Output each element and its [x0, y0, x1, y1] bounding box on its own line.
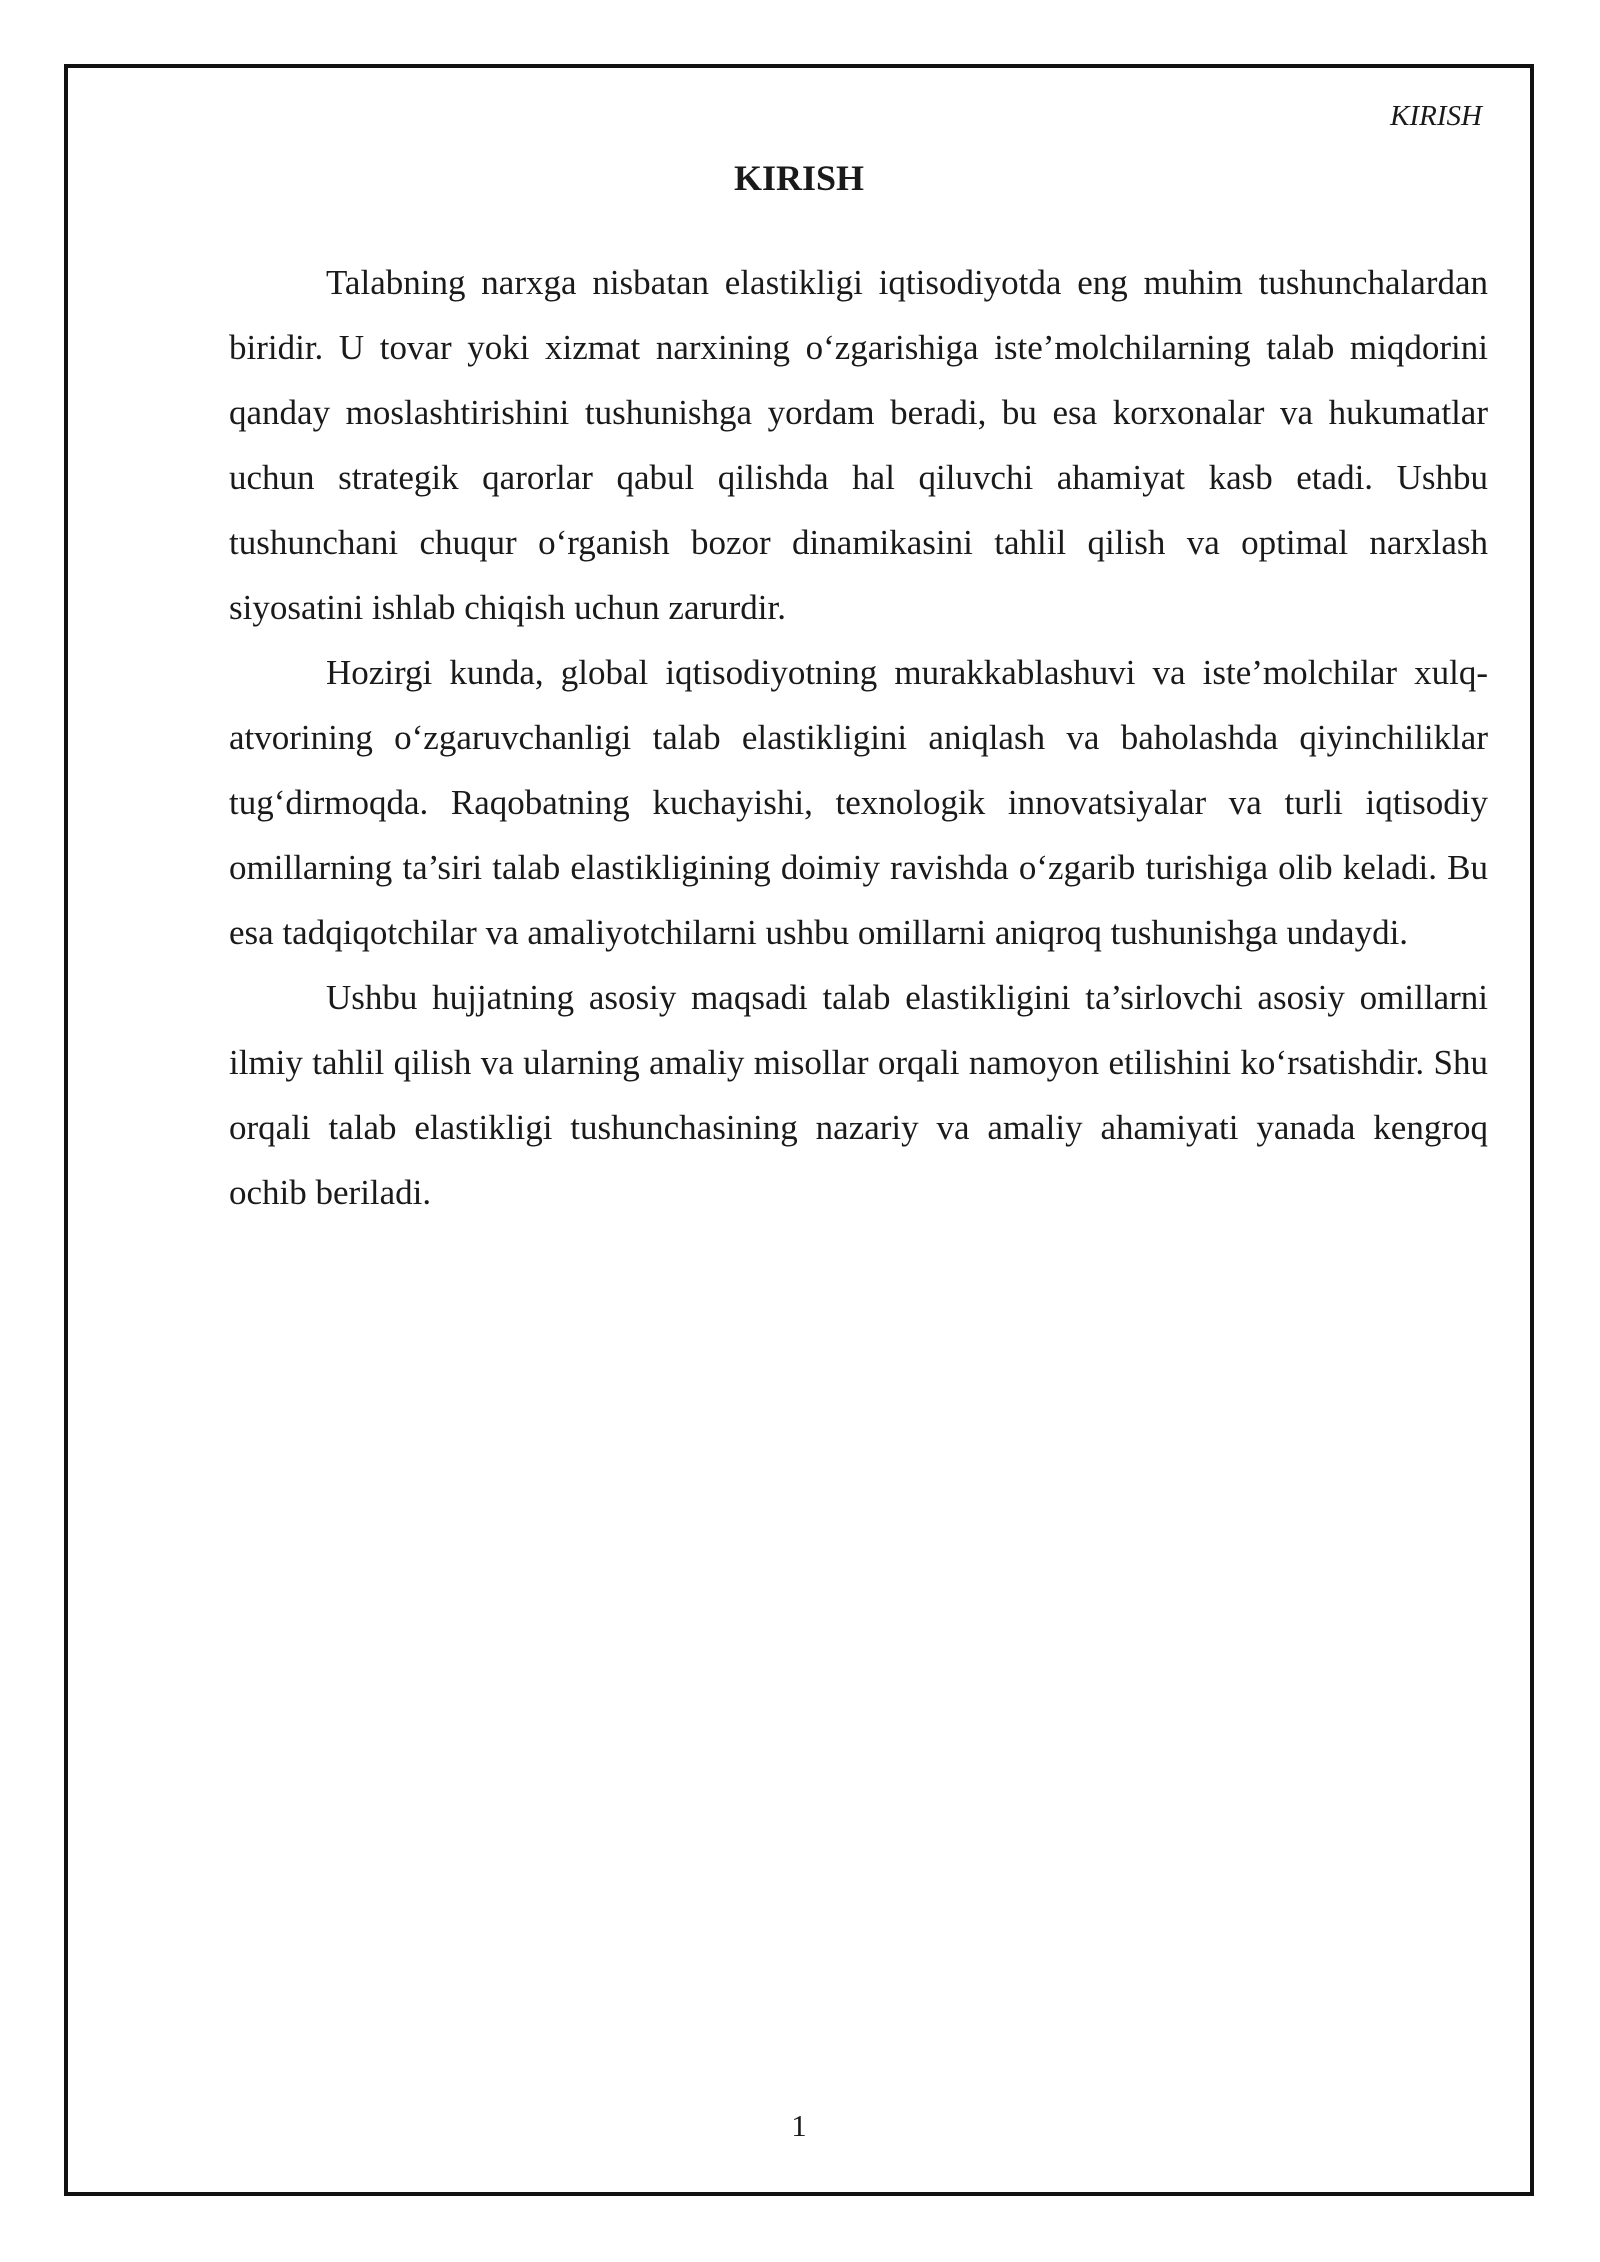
paragraph-3: Ushbu hujjatning asosiy maqsadi talab elastikligini ta’sirlovchi asosiy omillarni ilmiy tahlil qilish va ularning amaliy misollar orqali namoyon etilishini ko‘rsatishdir. Shu orqali talab elastikligi tushunchasining nazariy va amaliy ahamiyati yanada kengroq ochib beriladi. — [229, 978, 1488, 1212]
page-title: KIRISH — [733, 158, 865, 198]
paragraph-2: Hozirgi kunda, global iqtisodiyotning murakkablashuvi va iste’molchilar xulq-atvorining o‘zgaruvchanligi talab elastikligini aniqlash va baholashda qiyinchiliklar tug‘dirmoqda. Raqobatning kuchayishi, texnologik innovatsiyalar va turli iqtisodiy omillarning ta’siri talab elastikligining doimiy ravishda o‘zgarib turishiga olib keladi. Bu esa tadqiqotchilar va amaliyotchilarni ushbu omillarni aniqroq tushunishga undaydi. — [229, 653, 1488, 952]
document-body — [229, 250, 1488, 1225]
page-number: 1 — [791, 2108, 807, 2143]
running-header: KIRISH — [1390, 100, 1482, 132]
page-frame — [64, 64, 1534, 2196]
paragraph-1: Talabning narxga nisbatan elastikligi iqtisodiyotda eng muhim tushunchalardan biridir. U tovar yoki xizmat narxining o‘zgarishiga iste’molchilarning talab miqdorini qanday moslashtirishini tushunishga yordam beradi, bu esa korxonalar va hukumatlar uchun strategik qarorlar qabul qilishda hal qiluvchi ahamiyat kasb etadi. Ushbu tushunchani chuqur o‘rganish bozor dinamikasini tahlil qilish va optimal narxlash siyosatini ishlab chiqish uchun zarurdir. — [229, 263, 1488, 627]
